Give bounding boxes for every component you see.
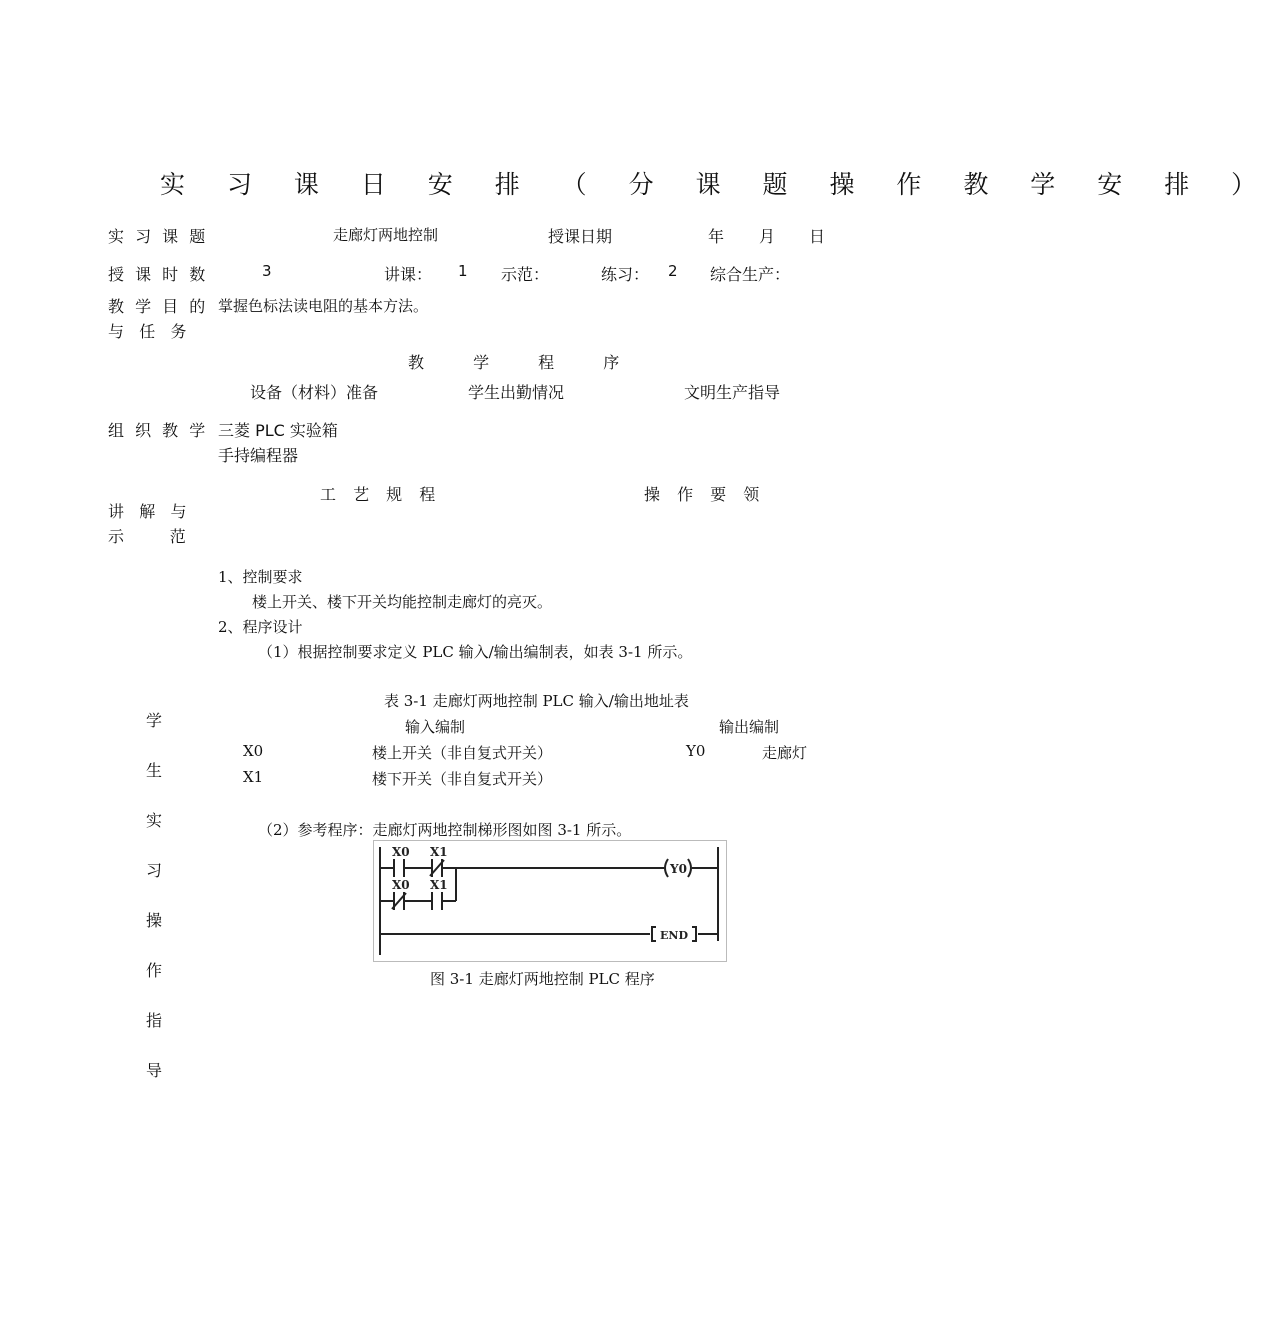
student-label-char: 作 bbox=[146, 961, 163, 980]
student-label-char: 实 bbox=[146, 811, 163, 830]
contact-label: X1 bbox=[430, 878, 448, 892]
date-year: 年 bbox=[708, 227, 725, 246]
student-label-char: 指 bbox=[146, 1011, 163, 1030]
equipment-item-2: 手持编程器 bbox=[218, 446, 299, 465]
coil-label: Y0 bbox=[670, 862, 687, 876]
lecture-label: 讲课： bbox=[384, 265, 433, 284]
col-process: 工 艺 规 程 bbox=[320, 485, 442, 504]
section-2-para-1: （1）根据控制要求定义 PLC 输入/输出编制表，如表 3-1 所示。 bbox=[258, 643, 693, 661]
lecture-value: 1 bbox=[458, 262, 468, 280]
col-attendance: 学生出勤情况 bbox=[468, 383, 565, 402]
goal-label-line1: 教 学 目 的 bbox=[108, 297, 209, 316]
equipment-item-1: 三菱 PLC 实验箱 bbox=[218, 421, 338, 440]
topic-label: 实 习 课 题 bbox=[108, 227, 209, 246]
contact-label: X1 bbox=[430, 845, 448, 859]
table-cell-out-addr: Y0 bbox=[686, 742, 706, 760]
goal-label-line2: 与 任 务 bbox=[108, 322, 187, 341]
date-day: 日 bbox=[809, 227, 826, 246]
table-input-header: 输入编制 bbox=[405, 718, 466, 736]
contact-label: X0 bbox=[392, 845, 410, 859]
student-label-char: 生 bbox=[146, 761, 163, 780]
col-equipment: 设备（材料）准备 bbox=[250, 383, 379, 402]
section-1-text: 楼上开关、楼下开关均能控制走廊灯的亮灭。 bbox=[252, 593, 553, 611]
table-cell-desc: 楼下开关（非自复式开关） bbox=[372, 770, 553, 788]
hours-label: 授 课 时 数 bbox=[108, 265, 209, 284]
page-title: 实 习 课 日 安 排 （ 分 课 题 操 作 教 学 安 排 ） bbox=[160, 170, 1273, 199]
organize-label: 组 织 教 学 bbox=[108, 421, 209, 440]
explain-label-line1: 讲 解 与 bbox=[108, 502, 187, 521]
topic-value: 走廊灯两地控制 bbox=[333, 226, 439, 244]
table-output-header: 输出编制 bbox=[719, 718, 780, 736]
contact-label: X0 bbox=[392, 878, 410, 892]
table-cell-out-desc: 走廊灯 bbox=[762, 744, 808, 762]
student-label-char: 操 bbox=[146, 911, 163, 930]
end-instruction: END bbox=[660, 929, 688, 942]
practice-label: 练习： bbox=[601, 265, 650, 284]
demo-label: 示范： bbox=[501, 265, 550, 284]
table-cell-addr: X0 bbox=[243, 742, 264, 760]
section-2-title: 2、程序设计 bbox=[218, 618, 303, 636]
ladder-diagram bbox=[373, 840, 727, 962]
col-points: 操 作 要 领 bbox=[644, 485, 766, 504]
date-label: 授课日期 bbox=[548, 227, 613, 246]
student-label-char: 学 bbox=[146, 711, 163, 730]
date-month: 月 bbox=[759, 227, 776, 246]
ladder-diagram-svg bbox=[374, 841, 726, 961]
coil-y0-left bbox=[665, 859, 668, 877]
section-2-para-2: （2）参考程序：走廊灯两地控制梯形图如图 3-1 所示。 bbox=[258, 821, 632, 839]
student-label-char: 导 bbox=[146, 1061, 163, 1080]
section-1-title: 1、控制要求 bbox=[218, 568, 303, 586]
practice-value: 2 bbox=[668, 262, 678, 280]
student-label-char: 习 bbox=[146, 861, 163, 880]
hours-total: 3 bbox=[262, 262, 272, 280]
table-cell-addr: X1 bbox=[243, 768, 264, 786]
explain-label-line2: 示 范 bbox=[108, 527, 186, 546]
table-cell-desc: 楼上开关（非自复式开关） bbox=[372, 744, 553, 762]
coil-y0-right bbox=[688, 859, 691, 877]
end-bracket-right bbox=[692, 927, 696, 941]
goal-text: 掌握色标法读电阻的基本方法。 bbox=[218, 297, 429, 315]
figure-caption: 图 3-1 走廊灯两地控制 PLC 程序 bbox=[430, 970, 655, 988]
table-caption: 表 3-1 走廊灯两地控制 PLC 输入/输出地址表 bbox=[384, 692, 689, 710]
procedure-heading: 教 学 程 序 bbox=[408, 353, 642, 372]
end-bracket-left bbox=[652, 927, 656, 941]
col-guidance: 文明生产指导 bbox=[684, 383, 781, 402]
production-label: 综合生产： bbox=[710, 265, 791, 284]
